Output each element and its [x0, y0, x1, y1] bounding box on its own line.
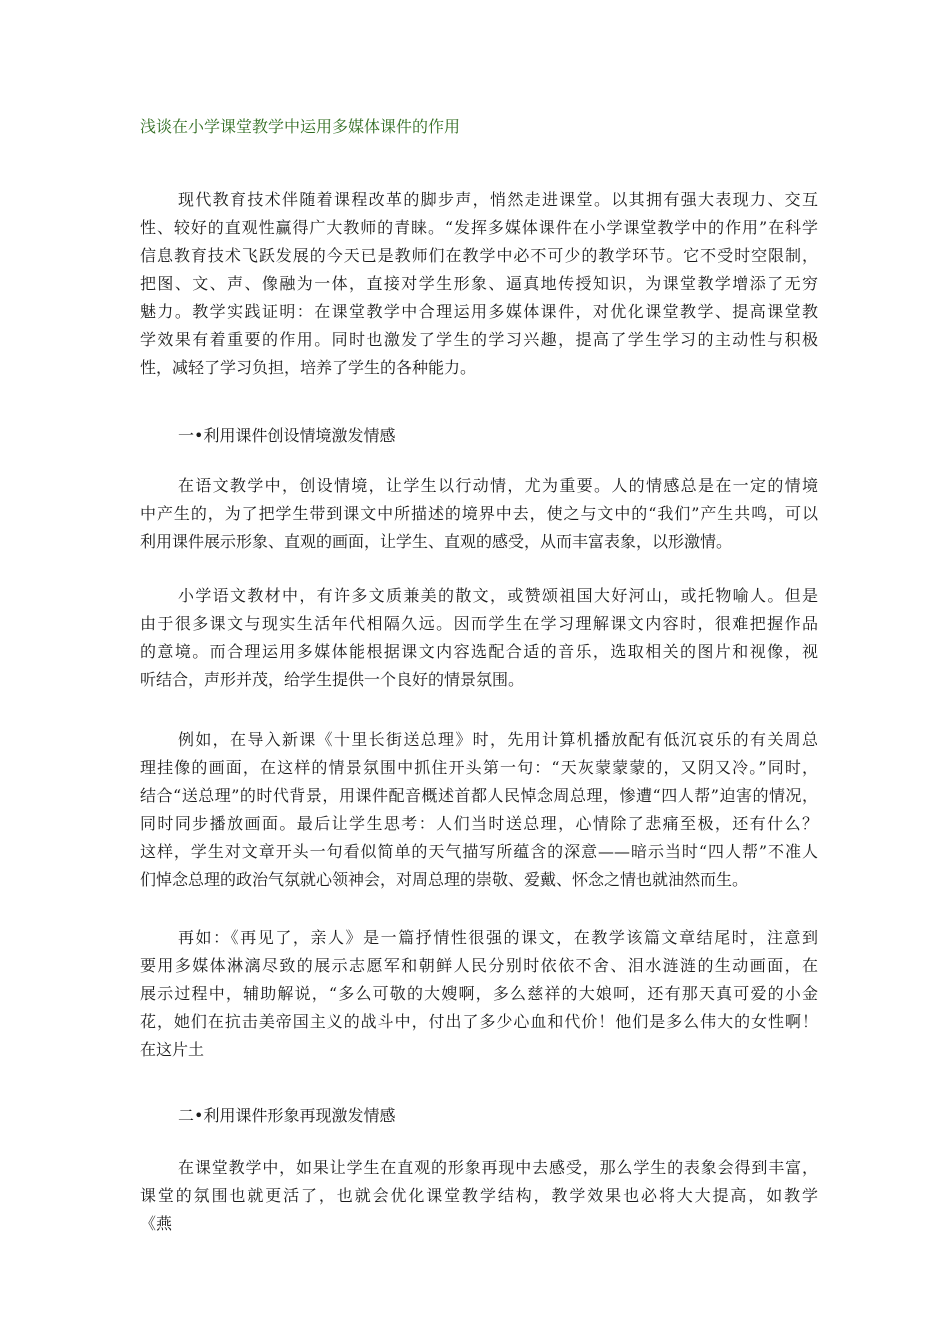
section-heading-2: 二•利用课件形象再现激发情感 [178, 1106, 396, 1125]
paragraph-line: 要用多媒体淋漓尽致的展示志愿军和朝鲜人民分别时依依不舍、泪水涟涟的生动画面，在 [140, 956, 818, 975]
paragraph-2 [140, 582, 818, 694]
paragraph-5 [140, 1154, 818, 1238]
paragraph-line: 例如，在导入新课《十里长街送总理》时，先用计算机播放配有低沉哀乐的有关周总 [178, 730, 818, 749]
paragraph-line: 听结合，声形并茂，给学生提供一个良好的情景氛围。 [140, 670, 525, 689]
paragraph-line: 信息教育技术飞跃发展的今天已是教师们在教学中必不可少的教学环节。它不受时空限制， [140, 246, 818, 265]
paragraph-line: 魅力。教学实践证明：在课堂教学中合理运用多媒体课件，对优化课堂教学、提高课堂教 [140, 302, 818, 321]
paragraph-line: 小学语文教材中，有许多文质兼美的散文，或赞颂祖国大好河山，或托物喻人。但是 [178, 586, 818, 605]
paragraph-line: 《燕 [140, 1214, 173, 1233]
paragraph-line: 们悼念总理的政治气氛就心领神会，对周总理的崇敬、爱戴、怀念之情也就油然而生。 [140, 870, 749, 889]
paragraph-line: 花，她们在抗击美帝国主义的战斗中，付出了多少心血和代价！他们是多么伟大的女性啊！ [140, 1012, 818, 1031]
paragraph-4 [140, 924, 818, 1064]
paragraph-line: 在这片土 [140, 1040, 205, 1059]
paragraph-line: 在课堂教学中，如果让学生在直观的形象再现中去感受，那么学生的表象会得到丰富， [178, 1158, 818, 1177]
paragraph-line: 现代教育技术伴随着课程改革的脚步声，悄然走进课堂。以其拥有强大表现力、交互 [178, 190, 818, 209]
paragraph-line: 展示过程中，辅助解说，“多么可敬的大嫂啊，多么慈祥的大娘呵，还有那天真可爱的小金 [140, 984, 818, 1003]
paragraph-line: 中产生的，为了把学生带到课文中所描述的境界中去，使之与文中的“我们”产生共鸣，可以 [140, 504, 818, 523]
paragraph-line: 再如：《再见了，亲人》是一篇抒情性很强的课文，在教学该篇文章结尾时，注意到 [178, 928, 818, 947]
paragraph-line: 学效果有着重要的作用。同时也激发了学生的学习兴趣，提高了学生学习的主动性与积极 [140, 330, 818, 349]
paragraph-line: 同时同步播放画面。最后让学生思考：人们当时送总理，心情除了悲痛至极，还有什么？ [140, 814, 818, 833]
document-title: 浅谈在小学课堂教学中运用多媒体课件的作用 [140, 117, 461, 136]
paragraph-line: 利用课件展示形象、直观的画面，让学生、直观的感受，从而丰富表象，以形激情。 [140, 532, 733, 551]
paragraph-line: 由于很多课文与现实生活年代相隔久远。因而学生在学习理解课文内容时，很难把握作品 [140, 614, 818, 633]
paragraph-line: 性、较好的直观性赢得广大教师的青睐。“发挥多媒体课件在小学课堂教学中的作用”在科学 [140, 218, 818, 237]
paragraph-line: 结合“送总理”的时代背景，用课件配音概述首都人民悼念周总理，惨遭“四人帮”迫害的情况， [140, 786, 818, 805]
paragraph-line: 这样，学生对文章开头一句看似简单的天气描写所蕴含的深意——暗示当时“四人帮”不准人 [140, 842, 818, 861]
paragraph-3 [140, 726, 818, 894]
paragraph-line: 课堂的氛围也就更活了，也就会优化课堂教学结构，教学效果也必将大大提高，如教学 [140, 1186, 818, 1205]
paragraph-line: 在语文教学中，创设情境，让学生以行动情，尤为重要。人的情感总是在一定的情境 [178, 476, 818, 495]
paragraph-line: 把图、文、声、像融为一体，直接对学生形象、逼真地传授知识，为课堂教学增添了无穷 [140, 274, 818, 293]
paragraph-line: 的意境。而合理运用多媒体能根据课文内容选配合适的音乐，选取相关的图片和视像，视 [140, 642, 818, 661]
paragraph-line: 性，减轻了学习负担，培养了学生的各种能力。 [140, 358, 477, 377]
paragraph-1 [140, 472, 818, 556]
paragraph-line: 理挂像的画面，在这样的情景氛围中抓住开头第一句：“天灰蒙蒙蒙的，又阴又冷。”同时， [140, 758, 818, 777]
intro-paragraph [140, 186, 818, 382]
section-heading-1: 一•利用课件创设情境激发情感 [178, 426, 396, 445]
